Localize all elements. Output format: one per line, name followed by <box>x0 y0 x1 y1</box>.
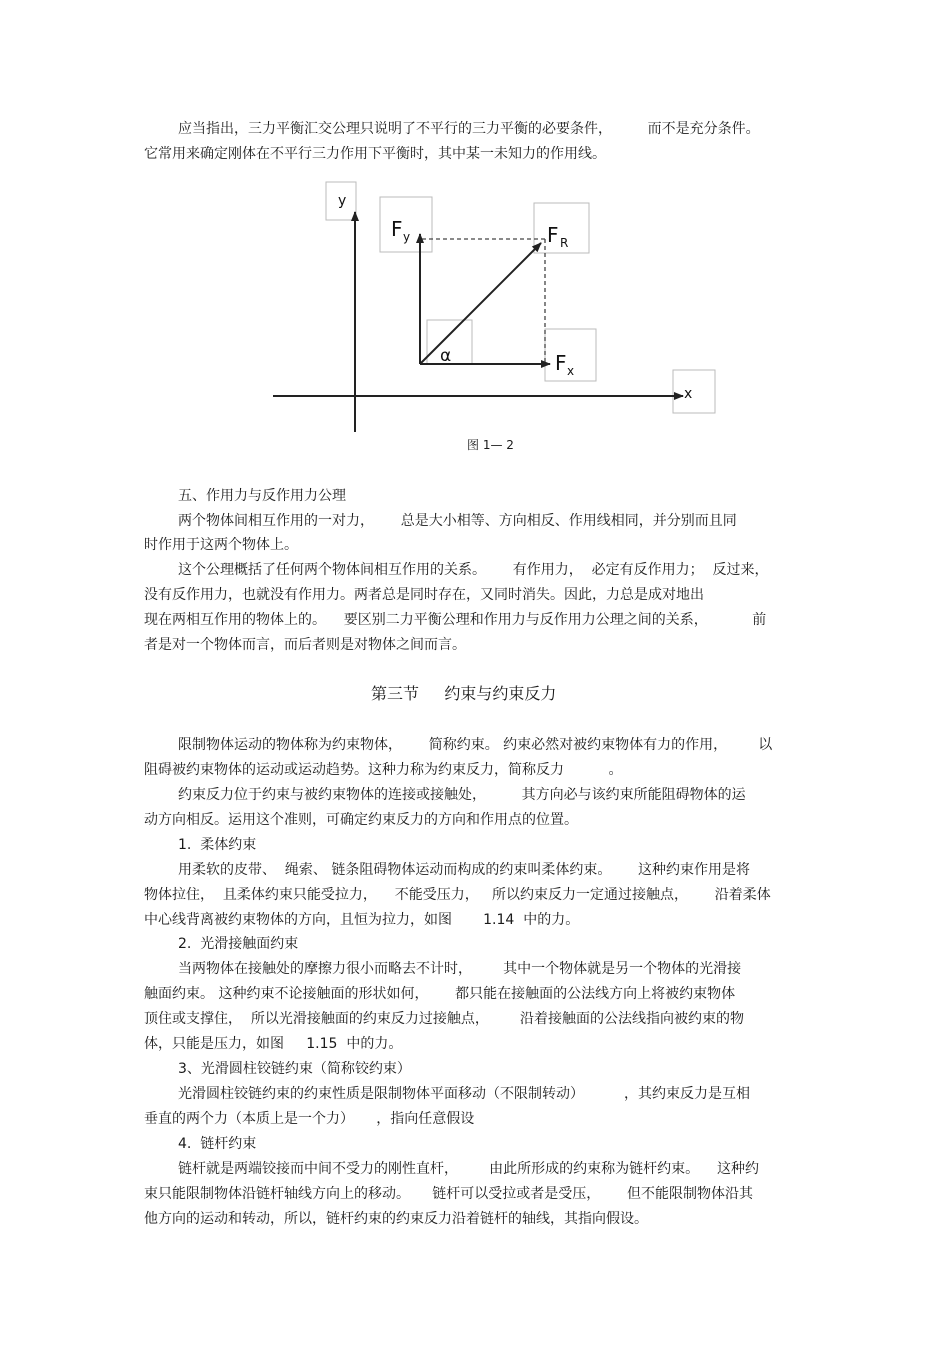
section5-p2-line4: 者是对一个物体而言，而后者则是对物体之间而言。 <box>144 637 466 653</box>
subsection2-line1: 当两物体在接触处的摩擦力很小而略去不计时， 其中一个物体就是另一个物体的光滑接 <box>178 961 742 977</box>
section5-p2-line1: 这个公理概括了任何两个物体间相互作用的关系。 有作用力， 必定有反作用力； 反过来， <box>178 562 769 578</box>
subsection2-line3: 顶住或支撑住， 所以光滑接触面的约束反力过接触点， 沿着接触面的公法线指向被约束的物 <box>144 1011 745 1027</box>
fx-subscript: x <box>567 364 575 378</box>
section5-p1-line2: 时作用于这两个物体上。 <box>144 537 298 553</box>
y-axis-label: y <box>338 193 347 209</box>
subsection1-line3: 中心线背离被约束物体的方向，且恒为拉力，如图 1.14 中的力。 <box>144 912 580 928</box>
fr-label: F <box>547 223 559 247</box>
subsection4-title: 4. 链杆约束 <box>178 1136 257 1152</box>
subsection1-title: 1. 柔体约束 <box>178 837 257 853</box>
x-axis-label: x <box>684 386 693 402</box>
section3-title: 第三节 约束与约束反力 <box>371 684 557 703</box>
section3-p1-line1: 限制物体运动的物体称为约束物体， 简称约束。 约束必然对被约束物体有力的作用， 以 <box>178 737 773 753</box>
subsection2-line2: 触面约束。 这种约束不论接触面的形状如何， 都只能在接触面的公法线方向上将被约束物体 <box>144 986 736 1002</box>
intro-line-1: 应当指出，三力平衡汇交公理只说明了不平行的三力平衡的必要条件， 而不是充分条件。 <box>178 121 760 137</box>
fy-label: F <box>391 217 403 241</box>
subsection2-title: 2. 光滑接触面约束 <box>178 936 299 952</box>
section5-p2-line2: 没有反作用力，也就没有作用力。两者总是同时存在，又同时消失。因此，力总是成对地出 <box>144 587 704 603</box>
subsection3-line1: 光滑圆柱铰链约束的约束性质是限制物体平面移动（不限制转动） ，其约束反力是互相 <box>178 1086 751 1102</box>
subsection2-line4: 体，只能是压力，如图 1.15 中的力。 <box>144 1036 403 1052</box>
fr-subscript: R <box>560 236 569 250</box>
fr-vector <box>420 243 541 364</box>
alpha-label: α <box>440 346 452 366</box>
subsection3-line2: 垂直的两个力（本质上是一个力） ，指向任意假设 <box>144 1111 475 1127</box>
figure-caption: 图 1— 2 <box>467 438 514 452</box>
section3-p2-line1: 约束反力位于约束与被约束物体的连接或接触处， 其方向必与该约束所能阻碍物体的运 <box>178 787 746 803</box>
section5-title: 五、作用力与反作用力公理 <box>178 488 346 504</box>
section3-p1-line2: 阻碍被约束物体的运动或运动趋势。这种力称为约束反力，简称反力 。 <box>144 762 623 778</box>
section5-p1-line1: 两个物体间相互作用的一对力， 总是大小相等、方向相反、作用线相同，并分别而且同 <box>178 513 737 529</box>
fy-subscript: y <box>403 230 411 244</box>
subsection1-line2: 物体拉住， 且柔体约束只能受拉力， 不能受压力， 所以约束反力一定通过接触点， 沿着柔体 <box>144 887 771 903</box>
subsection3-title: 3、光滑圆柱铰链约束（简称铰约束） <box>178 1061 411 1077</box>
subsection4-line3: 他方向的运动和转动，所以，链杆约束的约束反力沿着链杆的轴线，其指向假设。 <box>144 1211 648 1227</box>
subsection4-line1: 链杆就是两端铰接而中间不受力的刚性直杆， 由此所形成的约束称为链杆约束。 这种约 <box>178 1161 759 1177</box>
subsection4-line2: 束只能限制物体沿链杆轴线方向上的移动。 链杆可以受拉或者是受压， 但不能限制物体沿其 <box>144 1186 753 1202</box>
intro-line-2: 它常用来确定刚体在不平行三力作用下平衡时，其中某一未知力的作用线。 <box>144 146 606 162</box>
subsection1-line1: 用柔软的皮带、 绳索、 链条阻碍物体运动而构成的约束叫柔体约束。 这种约束作用是将 <box>178 862 751 878</box>
fx-label: F <box>555 351 567 375</box>
force-decomposition-diagram <box>0 0 950 470</box>
x-label-box <box>673 370 715 413</box>
section5-p2-line3: 现在两相互作用的物体上的。 要区别二力平衡公理和作用力与反作用力公理之间的关系， 前 <box>144 612 767 628</box>
section3-p2-line2: 动方向相反。运用这个准则，可确定约束反力的方向和作用点的位置。 <box>144 812 578 828</box>
